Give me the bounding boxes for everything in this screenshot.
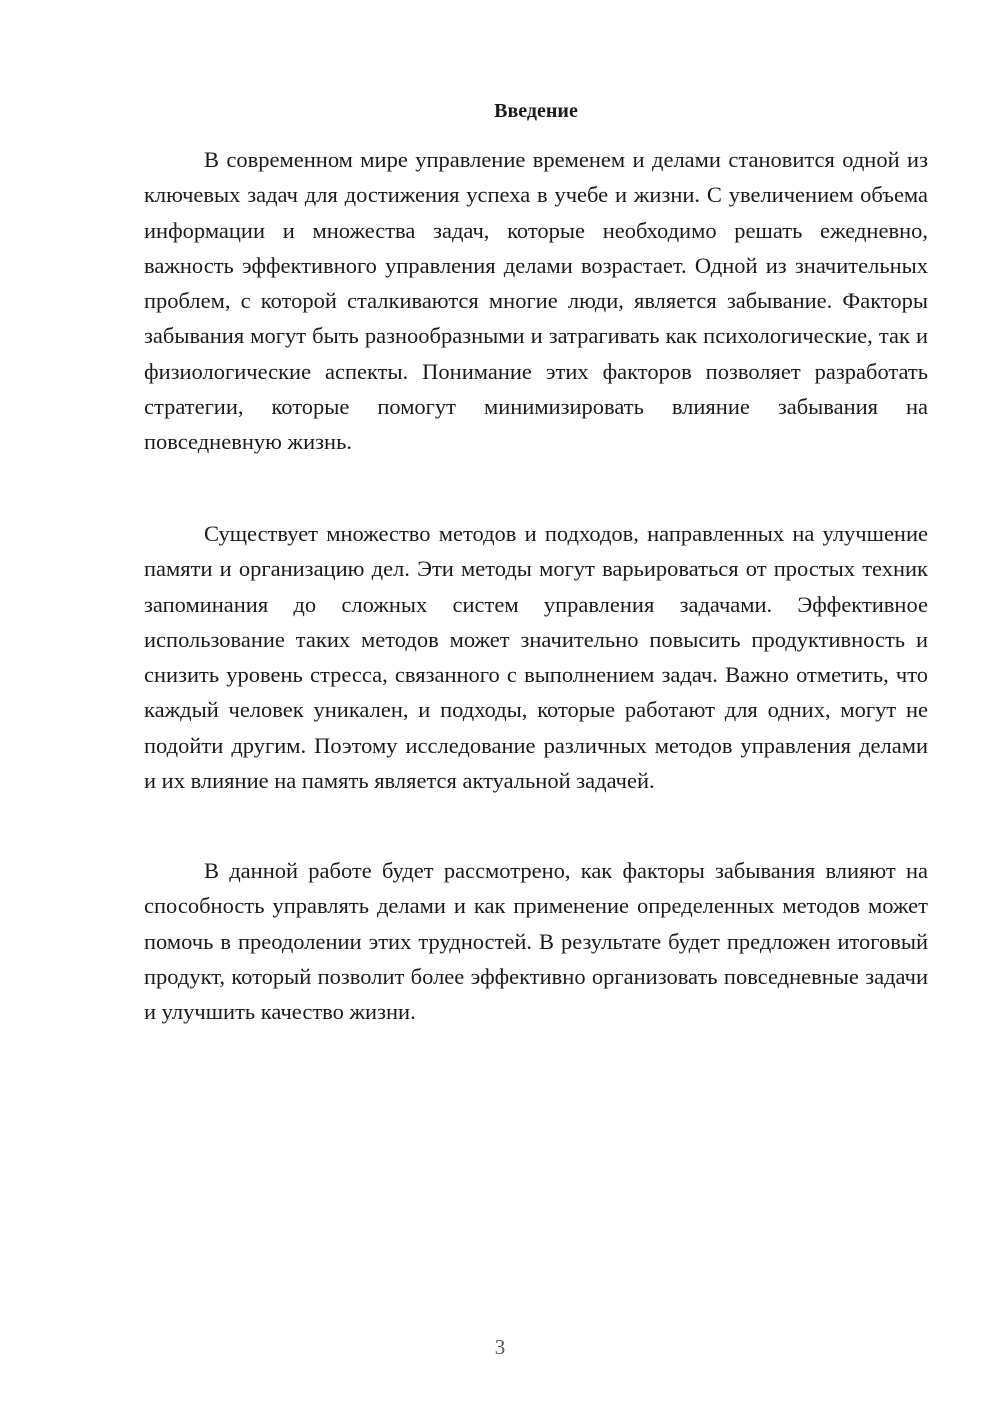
page-number: 3: [494, 1335, 506, 1359]
section-heading: Введение: [494, 100, 578, 122]
paragraph-1: В современном мире управление временем и делами становится одной из ключевых задач для достижения успеха в учебе и жизни. С увеличением объема информации и множества задач, которые необходимо решать ежедневно, важность эффективного управления делами возрастает. Одной из значительных проблем, с которой сталкиваются многие люди, является забывание. Факторы забывания могут быть разнообразными и затрагивать как психологические, так и физиологические аспекты. Понимание этих факторов позволяет разработать стратегии, которые помогут минимизировать влияние забывания на повседневную жизнь.: [144, 147, 928, 455]
paragraph-2: Существует множество методов и подходов, направленных на улучшение памяти и организацию дел. Эти методы могут варьироваться от простых техник запоминания до сложных систем управления задачами. Эффективное использование таких методов может значительно повысить продуктивность и снизить уровень стресса, связанного с выполнением задач. Важно отметить, что каждый человек уникален, и подходы, которые работают для одних, могут не подойти другим. Поэтому исследование различных методов управления делами и их влияние на память является актуальной задачей.: [144, 521, 928, 794]
paragraph-3: В данной работе будет рассмотрено, как факторы забывания влияют на способность управлять делами и как применение определенных методов может помочь в преодолении этих трудностей. В результате будет предложен итоговый продукт, который позволит более эффективно организовать повседневные задачи и улучшить качество жизни.: [144, 858, 928, 1025]
